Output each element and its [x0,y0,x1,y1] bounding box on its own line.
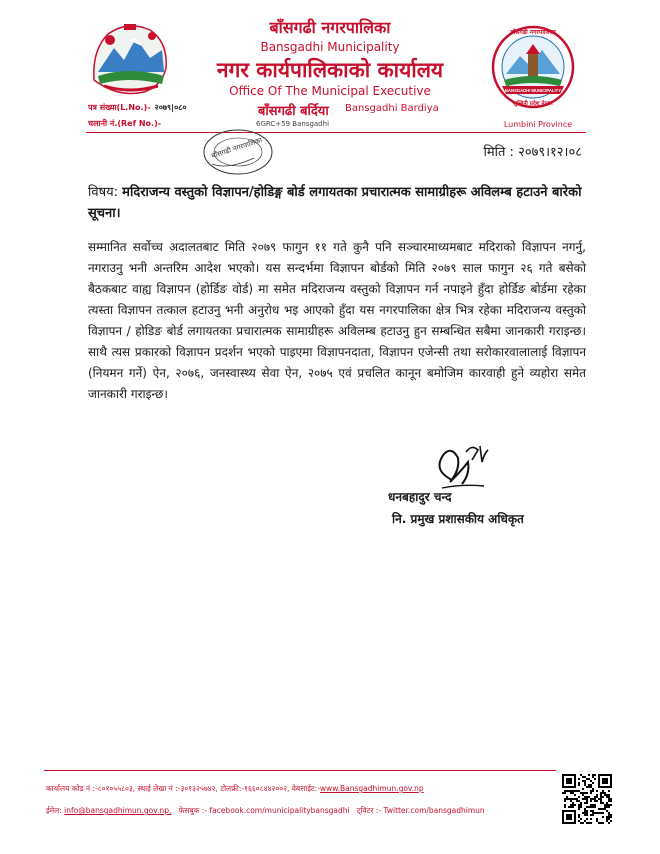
facebook-link[interactable]: फेसबुक :- facebook.com/municipalitybansgadhi [178,806,350,815]
subject-label: विषय: [88,185,119,200]
nepal-emblem-logo [88,20,172,98]
header-divider [86,132,586,133]
signatory-title: नि. प्रमुख प्रशासकीय अधिकृत [392,512,524,526]
right-logo-subtitle: लुम्बिनी प्रदेश नेपाल [513,101,553,107]
twitter-link[interactable]: ट्विटर :- Twitter.com/bansgadhimun [356,806,485,815]
footer-social-line [46,806,485,816]
footer-contact-line [46,784,424,794]
subject-line [88,182,588,224]
letter-number [88,102,187,113]
letter-number-value: २०७९|०८० [154,103,187,112]
email-label: ईमेल: [46,806,62,815]
email-link[interactable]: info@bansgadhimun.gov.np, [64,806,172,815]
website-link[interactable]: www.Bansgadhimun.gov.np [319,784,424,793]
footer-divider [44,770,556,771]
body-paragraph: सम्मानित सर्वोच्च अदालतबाट मिति २०७९ फागुन ११ गते कुनै पनि सञ्चारमाध्यमबाट मदिराको विज्ञापन नगर्नु, नगराउनु भनी अन्तरिम आदेश भएको। यस सन्दर्भमा विज्ञापन बोर्डको मिति २०७९ साल फागुन २६ गते बसेको बैठकबाट वाह्य विज्ञापन (होर्डिङ वोर्ड) मा समेत मदिराजन्य वस्तुको विज्ञापन गर्न नपाइने हुँदा होर्डिङ बोर्डमा रहेका त्यस्ता विज्ञापन तत्काल हटाउनु भनी अनुरोध भइ आएको हुँदा यस नगरपालिका क्षेत्र भित्र रहेका मदिराजन्य वस्तुको विज्ञापन / होडिङ बोर्ड लगायतका प्रचारात्मक सामाग्रीहरू अविलम्ब हटाउनु हुन सम्बन्धित सबैमा जानकारी गराइन्छ। साथै त्यस प्रकारको विज्ञापन प्रदर्शन भएको पाइएमा विज्ञापनदाता, विज्ञापन एजेन्सी तथा सरोकारवालालाई विज्ञापन (नियमन गर्ने) ऐन, २०७६, जनस्वास्थ्य सेवा ऐन, २०७५ एवं प्रचलित कानून बमोजिम कारवाही हुने व्यहोरा समेत जानकारी गराइन्छ। [88,240,586,401]
municipality-name-np: बाँसगढी नगरपालिका [269,18,391,37]
qr-code [562,774,612,824]
right-logo-banner: BANSGADHI MUNICIPALITY [505,88,561,93]
signatory-name: धनबहादुर चन्द [388,490,452,504]
subject-text: मदिराजन्य वस्तुको विज्ञापन/होडिङ्ग बोर्ड लगायतका प्रचारात्मक सामाग्रीहरू अविलम्ब हटाउने बारेको सूचना। [88,185,582,221]
letter-date: मिति : २०७९।१२।०८ [483,145,582,160]
plus-code: 6GRC+59 Bansgadhi [256,120,330,128]
reference-number-label: चलानी नं.(Ref No.)- [88,119,162,128]
office-name-np: नगर कार्यपालिकाको कार्यालय [216,58,444,82]
province-name: Lumbini Province [503,120,573,129]
footer-codes: कार्यालय कोड नं :-८०१०५५८०३, स्थाई लेखा नं :-३०१३२५७४२, टोलफ्री:-१६६०८४४२००२, वेबसाईट:- [46,784,320,793]
office-stamp [198,124,282,180]
office-name-en: Office Of The Municipal Executive [229,84,431,98]
location-en: Bansgadhi Bardiya [345,103,439,114]
stamp-text: बाँसगढी नगरपालिका [210,136,264,161]
municipality-seal-logo [490,24,576,110]
right-logo-title: बाँसगढी नगरपालिका [510,29,556,36]
municipality-name-en: Bansgadhi Municipality [260,40,400,54]
reference-number [88,118,161,129]
letter-number-label: पत्र संख्या(L.No.)- [88,103,151,112]
location-np: बाँसगढी बर्दिया [258,104,329,119]
